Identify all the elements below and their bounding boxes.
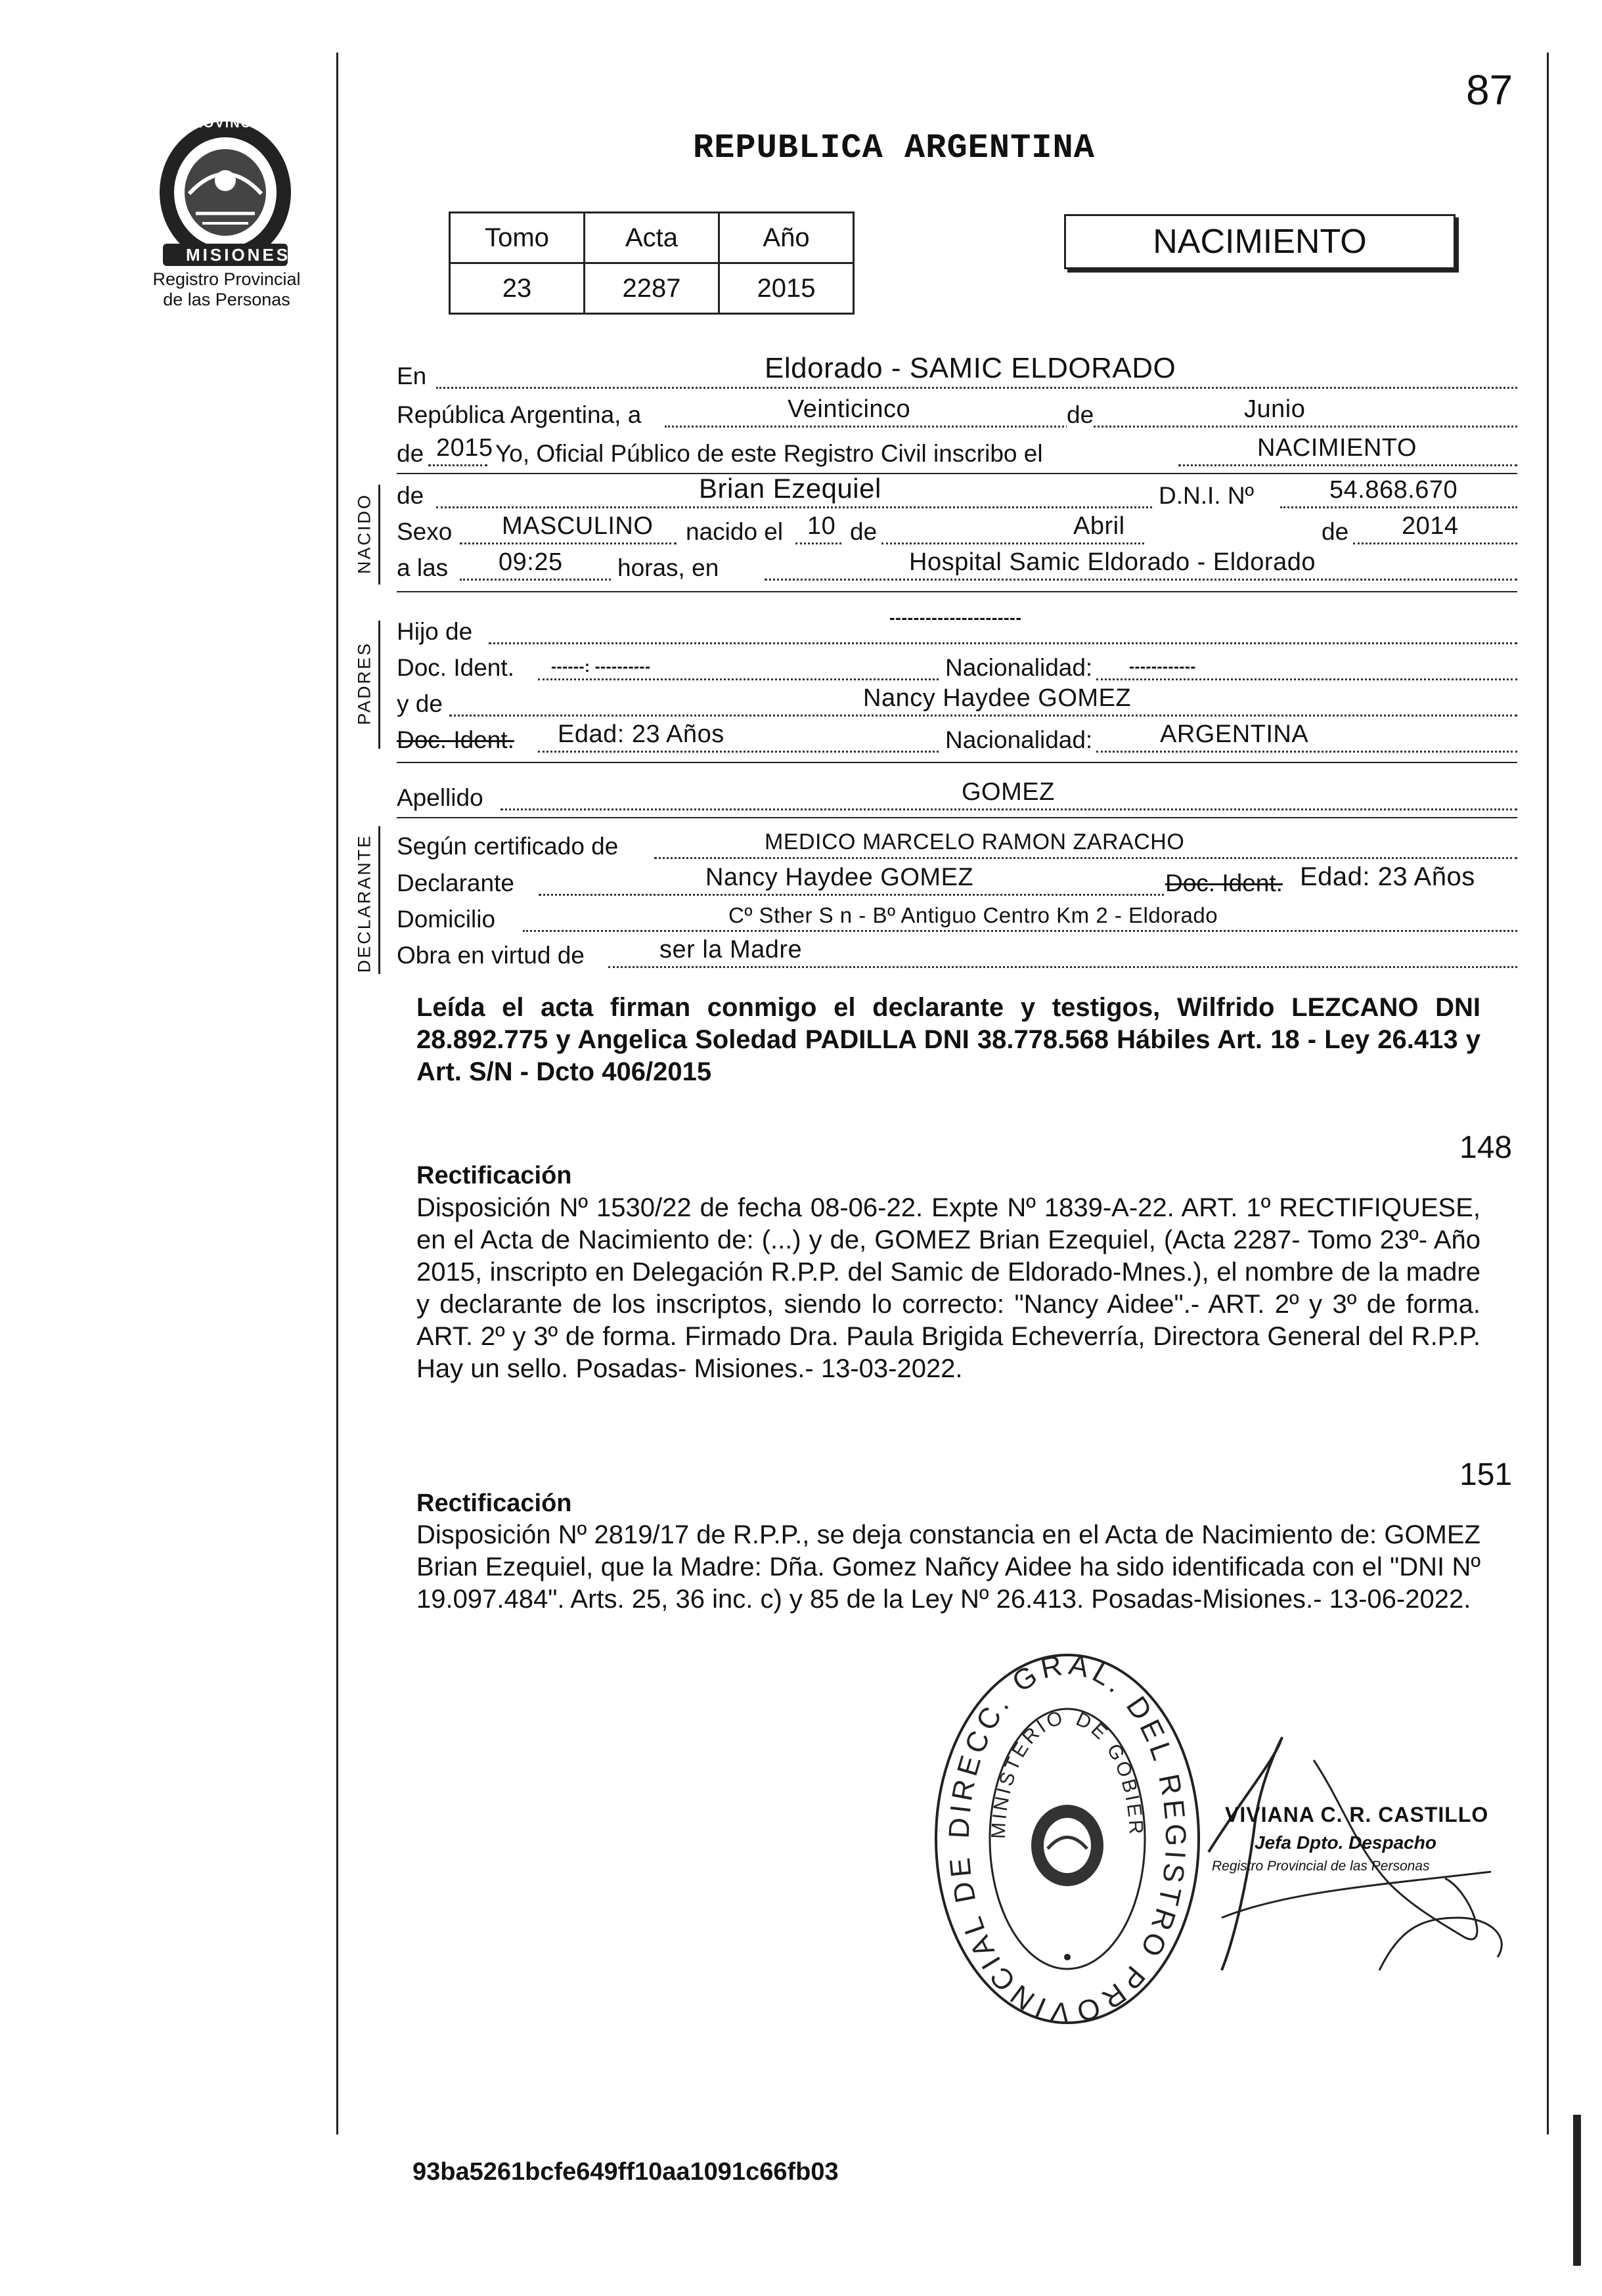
de-label: de (397, 482, 424, 509)
dotted-line (501, 808, 1517, 810)
logo-caption-line1: Registro Provincial (152, 269, 301, 289)
divider (397, 817, 1517, 818)
rectificacion-1-body: Disposición Nº 1530/22 de fecha 08-06-22. Expte Nº 1839-A-22. ART. 1º RECTIFIQUESE, en el Acta de Nacimiento de: (...) y de, GOMEZ Brian Ezequiel, (Acta 2287- Tomo 23º- Año 2015, inscripto en Delegación R.P.P. del Samic de Eldorado-Mnes.), el nombre de la madre y declarante de los inscriptos, siendo lo correcto: "Nancy Aidee".- ART. 2º y 3º de forma. ART. 2º y 3º de forma. Firmado Dra. Paula Brigida Echeverría, Directora General del R.P.P. Hay un sello. Posadas- Misiones.- 13-03-2022. (416, 1193, 1480, 1383)
nacionalidad-label: Nacionalidad: (945, 726, 1093, 753)
closing-text: Leída el acta firman conmigo el declarante y testigos, Wilfrido LEZCANO DNI 28.892.775 y Angelica Soledad PADILLA DNI 38.778.568 Hábiles Art. 18 - Ley 26.413 y Art. S/N - Dcto 406/2015 (416, 993, 1480, 1086)
logo-seal-top-text: PROVINCIA DE (183, 116, 293, 131)
registro-seal-icon (929, 1648, 1205, 2029)
dotted-line (795, 542, 841, 544)
domicilio-label: Domicilio (397, 906, 496, 933)
madre-edad-value: Edad: 23 Años (558, 720, 724, 748)
right-edge-bar (1573, 2115, 1581, 2266)
form-row-declarante (397, 862, 1517, 900)
signature (1182, 1721, 1524, 1997)
dotted-line (1353, 542, 1517, 544)
divider (397, 762, 1517, 763)
divider (397, 591, 1517, 592)
seal-inner-text: MINISTERIO DE GOBIER (987, 1706, 1147, 1840)
dotted-line (489, 642, 1517, 644)
right-margin-line (1547, 53, 1549, 2134)
en-value: Eldorado - SAMIC ELDORADO (765, 352, 1176, 384)
nacido-el-label: nacido el (686, 518, 784, 545)
dotted-line (654, 857, 1517, 859)
form-row-hora (397, 550, 1517, 585)
dotted-line (539, 894, 1228, 896)
form-row-republica (397, 397, 1517, 431)
form-row-obra (397, 938, 1517, 972)
nac-anio-value: 2014 (1402, 512, 1459, 540)
table-header-acta: Acta (585, 213, 719, 263)
seal-ring-text: DIRECC. GRAL. DEL REGISTRO PROVINCIAL DE (943, 1648, 1192, 2029)
stamp-office: Registro Provincial de las Personas (1212, 1859, 1430, 1874)
dia-value: Veinticinco (788, 395, 911, 423)
form-row-en (397, 352, 1517, 393)
form-row-doc-ident (397, 650, 1517, 684)
table-value-acta: 2287 (585, 263, 719, 314)
form-row-madre (397, 686, 1517, 720)
rectificacion-2-number: 151 (1459, 1457, 1513, 1492)
table-header-tomo: Tomo (450, 213, 585, 263)
mes-value: Junio (1244, 395, 1306, 423)
a-las-label: a las (397, 554, 449, 581)
acta-type-label: NACIMIENTO (1153, 223, 1367, 261)
dotted-line (436, 506, 1152, 508)
dotted-line (460, 542, 677, 544)
hora-value: 09:25 (499, 548, 563, 576)
dotted-line (428, 464, 487, 466)
form-row-sexo (397, 514, 1517, 548)
stamp-role: Jefa Dpto. Despacho (1255, 1832, 1436, 1853)
de-label: de (397, 440, 424, 467)
rectificacion-2-title: Rectificación (416, 1490, 572, 1517)
y-de-label: y de (397, 690, 443, 717)
dotted-line (538, 751, 939, 753)
doc-ident-struck: Doc. Ident. (1165, 870, 1283, 896)
oficial-text: Yo, Oficial Público de este Registro Civil inscribo el (495, 440, 1043, 467)
nac-mes-value: Abril (1073, 512, 1125, 540)
form-row-madre-edad (397, 722, 1517, 757)
nacionalidad-padre-value: ------------ (1129, 658, 1196, 676)
form-row-domicilio (397, 902, 1517, 936)
horas-en-label: horas, en (617, 554, 719, 581)
hijo-de-value: ---------------------- (889, 607, 1022, 627)
nombre-value: Brian Ezequiel (699, 473, 881, 504)
sexo-label: Sexo (397, 518, 453, 545)
left-margin-line (336, 53, 338, 2134)
rectificacion-2-body: Disposición Nº 2819/17 de R.P.P., se deja constancia en el Acta de Nacimiento de: GOMEZ Brian Ezequiel, que la Madre: Dña. Gomez Nañcy Aidee ha sido identificada con el "DNI Nº 19.097.484". Arts. 25, 36 inc. c) y 85 de la Ley Nº 26.413. Posadas-Misiones.- 13-06-2022. (416, 1520, 1480, 1614)
document-hash: 93ba5261bcfe649ff10aa1091c66fb03 (412, 2158, 839, 2186)
dotted-line (1280, 506, 1517, 508)
dni-label: D.N.I. Nº (1159, 482, 1255, 509)
form-row-anio (397, 436, 1517, 470)
section-label-declarante: DECLARANTE (354, 833, 374, 973)
sexo-value: MASCULINO (502, 512, 654, 540)
padres-bracket (378, 621, 380, 749)
madre-value: Nancy Haydee GOMEZ (863, 684, 1132, 712)
form-row-apellido (397, 780, 1517, 814)
dotted-line (460, 579, 611, 581)
dotted-line (881, 542, 1144, 544)
table-value-anio: 2015 (719, 263, 854, 314)
official-seal (929, 1648, 1205, 2029)
de-label: de (1322, 518, 1349, 545)
logo-caption-line2: de las Personas (163, 290, 290, 309)
declarante-edad-value: Edad: 23 Años (1300, 862, 1475, 891)
dotted-line (436, 387, 1517, 389)
page-number: 87 (1466, 66, 1513, 114)
section-label-padres: PADRES (354, 641, 374, 726)
lugar-value: Hospital Samic Eldorado - Eldorado (909, 548, 1316, 576)
declarante-value: Nancy Haydee GOMEZ (705, 864, 974, 891)
dotted-line (1178, 464, 1517, 466)
en-label: En (397, 363, 427, 389)
dotted-line (1096, 678, 1517, 680)
rectificacion-1-number: 148 (1459, 1130, 1513, 1165)
divider (397, 473, 1517, 474)
stamp-name: VIVIANA C. R. CASTILLO (1225, 1803, 1489, 1826)
form-row-hijo-de (397, 607, 1517, 648)
de-label: de (1067, 401, 1094, 428)
form-row-certificado (397, 829, 1517, 863)
dotted-line (538, 678, 939, 680)
form-row-nombre (397, 473, 1517, 512)
section-label-nacido: NACIDO (354, 493, 374, 575)
doc-ident-struck: Doc. Ident. (397, 726, 514, 753)
nacionalidad-label: Nacionalidad: (945, 654, 1093, 681)
declarante-bracket (378, 826, 380, 974)
republica-label: República Argentina, a (397, 401, 642, 428)
de-label: de (850, 518, 878, 545)
dni-value: 54.868.670 (1329, 476, 1458, 504)
logo-seal-bottom-text: MISIONES (186, 245, 291, 265)
certificado-value: MEDICO MARCELO RAMON ZARACHO (765, 829, 1185, 854)
hijo-de-label: Hijo de (397, 618, 473, 645)
anio-value: 2015 (436, 434, 493, 462)
doc-ident-value: ------: ---------- (551, 658, 651, 676)
acta-reference-table (449, 211, 855, 315)
dotted-line (449, 715, 1517, 717)
apellido-label: Apellido (397, 784, 483, 811)
rectificacion-1-title: Rectificación (416, 1162, 572, 1189)
declarante-label: Declarante (397, 870, 514, 896)
nac-dia-value: 10 (807, 512, 836, 540)
country-title: REPUBLICA ARGENTINA (693, 129, 1095, 167)
domicilio-value: Cº Sther S n - Bº Antiguo Centro Km 2 - Eldorado (728, 903, 1218, 927)
dotted-line (1096, 751, 1517, 753)
dotted-line (523, 930, 1517, 932)
segun-label: Según certificado de (397, 833, 619, 860)
table-value-tomo: 23 (450, 263, 585, 314)
logo-caption (125, 269, 328, 310)
obra-value: ser la Madre (659, 936, 803, 963)
provincial-logo (150, 115, 301, 273)
dotted-line (765, 579, 1517, 581)
nacido-bracket (378, 485, 380, 585)
nacionalidad-madre-value: ARGENTINA (1160, 720, 1309, 748)
doc-ident-label: Doc. Ident. (397, 654, 514, 681)
obra-label: Obra en virtud de (397, 942, 585, 969)
acta-type-box (1064, 214, 1456, 269)
apellido-value: GOMEZ (962, 778, 1055, 806)
table-header-anio: Año (719, 213, 854, 263)
dotted-line (608, 966, 1517, 968)
inscripcion-value: NACIMIENTO (1257, 434, 1417, 462)
